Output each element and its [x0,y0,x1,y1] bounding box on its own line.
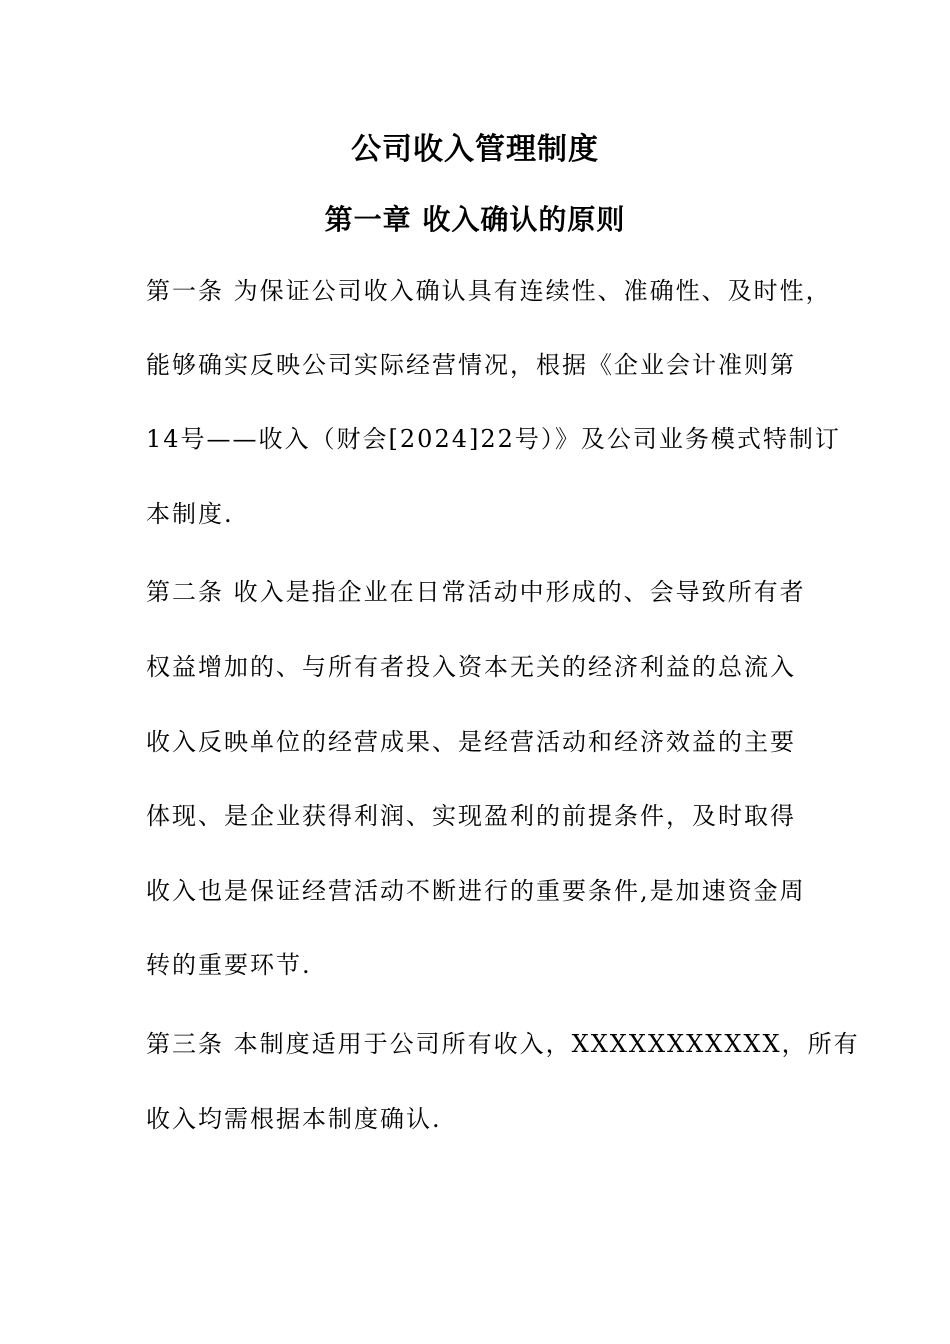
article-2-line: 权益增加的、与所有者投入资本无关的经济利益的总流入 [146,653,796,681]
article-2-line: 收入反映单位的经营成果、是经营活动和经济效益的主要 [146,728,796,756]
article-2-line: 收入也是保证经营活动不断进行的重要条件,是加速资金周 [146,877,806,905]
article-3-line: 第三条 本制度适用于公司所有收入，XXXXXXXXXXX，所有 [146,1030,860,1058]
article-1-line: 14号——收入（财会[2024]22号）》及公司业务模式特制订 [146,425,841,453]
article-1-line: 第一条 为保证公司收入确认具有连续性、准确性、及时性， [146,277,832,305]
article-2-line: 转的重要环节. [146,951,312,979]
chapter-title: 第一章 收入确认的原则 [324,203,626,236]
document-title: 公司收入管理制度 [351,132,599,167]
article-1-line: 能够确实反映公司实际经营情况，根据《企业会计准则第 [146,351,796,379]
article-2-line: 第二条 收入是指企业在日常活动中形成的、会导致所有者 [146,578,806,606]
article-3-line: 收入均需根据本制度确认. [146,1105,442,1133]
article-1-line: 本制度. [146,500,234,528]
article-2-line: 体现、是企业获得利润、实现盈利的前提条件，及时取得 [146,802,796,830]
